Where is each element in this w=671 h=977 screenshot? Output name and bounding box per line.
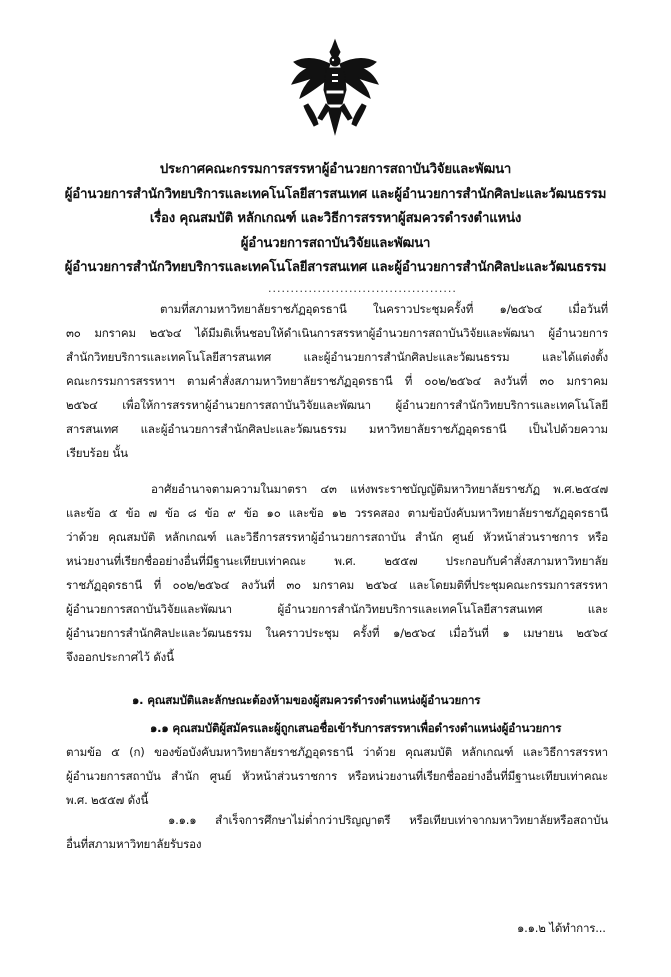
body-line-8: อาศัยอำนาจตามความในมาตรา ๔๓ แห่งพระราชบัญญัติมหาวิทยาลัยราชภัฏ พ.ศ.๒๕๔๗ xyxy=(151,482,608,496)
garuda-emblem-icon xyxy=(288,38,382,140)
section-1-1-line-1: ตามข้อ ๕ (ก) ของข้อบังคับมหาวิทยาลัยราชภัฏอุดรธานี ว่าด้วย คุณสมบัติ หลักเกณฑ์ และวิธีการสรรหา xyxy=(66,745,608,759)
continuation-text: ๑.๑.๒ ได้ทำการ... xyxy=(517,921,606,935)
title-line-1: ประกาศคณะกรรมการสรรหาผู้อำนวยการสถาบันวิจัยและพัฒนา xyxy=(159,162,512,177)
title-line-2: ผู้อำนวยการสำนักวิทยบริการและเทคโนโลยีสารสนเทศ และผู้อำนวยการสำนักศิลปะและวัฒนธรรม xyxy=(64,186,607,202)
section-1-heading: ๑. คุณสมบัติและลักษณะต้องห้ามของผู้สมควรดำรงตำแหน่งผู้อำนวยการ xyxy=(132,693,481,707)
item-1-1-1-line-2: อื่นที่สภามหาวิทยาลัยรับรอง xyxy=(66,837,202,851)
announcement-title xyxy=(20,158,651,281)
separator-dots: .......................................... xyxy=(268,282,457,295)
body-line-7: เรียบร้อย นั้น xyxy=(66,446,128,460)
title-line-4: ผู้อำนวยการสถาบันวิจัยและพัฒนา xyxy=(240,235,431,251)
body-line-2: ๓๐ มกราคม ๒๕๖๔ ได้มีมติเห็นชอบให้ดำเนินการสรรหาผู้อำนวยการสถาบันวิจัยและพัฒนา ผู้อำนวยการ xyxy=(66,326,608,340)
item-1-1-1-line-1: ๑.๑.๑ สำเร็จการศึกษาไม่ต่ำกว่าปริญญาตรี หรือเทียบเท่าจากมหาวิทยาลัยหรือสถาบัน xyxy=(168,813,608,827)
section-1-1-line-2: ผู้อำนวยการสถาบัน สำนัก ศูนย์ หัวหน้าส่วนราชการ หรือหน่วยงานที่เรียกชื่ออย่างอื่นที่มีฐานะเทียบเท่าคณะ xyxy=(66,769,608,783)
body-line-4: คณะกรรมการสรรหาฯ ตามคำสั่งสภามหาวิทยาลัยราชภัฏอุดรธานี ที่ ๐๐๒/๒๕๖๔ ลงวันที่ ๓๐ มกราคม xyxy=(66,374,608,388)
body-line-3: สำนักวิทยบริการและเทคโนโลยีสารสนเทศ และผู้อำนวยการสำนักศิลปะและวัฒนธรรม และได้แต่งตั้ง xyxy=(66,350,608,364)
body-line-9: และข้อ ๕ ข้อ ๗ ข้อ ๘ ข้อ ๙ ข้อ ๑๐ และข้อ ๑๒ วรรคสอง ตามข้อบังคับมหาวิทยาลัยราชภัฏอุดรธานี xyxy=(66,506,608,520)
title-line-5: ผู้อำนวยการสำนักวิทยบริการและเทคโนโลยีสารสนเทศ และผู้อำนวยการสำนักศิลปะและวัฒนธรรม xyxy=(64,260,607,276)
body-line-5: ๒๕๖๔ เพื่อให้การสรรหาผู้อำนวยการสถาบันวิจัยและพัฒนา ผู้อำนวยการสำนักวิทยบริการและเทคโนโลยี xyxy=(66,398,608,412)
body-line-14: ผู้อำนวยการสำนักศิลปะและวัฒนธรรม ในคราวประชุม ครั้งที่ ๑/๒๕๖๔ เมื่อวันที่ ๑ เมษายน ๒๕๖๔ xyxy=(66,626,608,640)
body-line-6: สารสนเทศ และผู้อำนวยการสำนักศิลปะและวัฒนธรรม มหาวิทยาลัยราชภัฏอุดรธานี เป็นไปด้วยความ xyxy=(66,422,608,436)
body-line-12: ราชภัฏอุดรธานี ที่ ๐๐๒/๒๕๖๔ ลงวันที่ ๓๐ มกราคม ๒๕๖๔ และโดยมติที่ประชุมคณะกรรมการสรรหา xyxy=(66,578,608,592)
body-line-10: ว่าด้วย คุณสมบัติ หลักเกณฑ์ และวิธีการสรรหาผู้อำนวยการสถาบัน สำนัก ศูนย์ หัวหน้าส่วนราชการ หรือ xyxy=(66,530,608,544)
body-line-13: ผู้อำนวยการสถาบันวิจัยและพัฒนา ผู้อำนวยการสำนักวิทยบริการและเทคโนโลยีสารสนเทศ และ xyxy=(66,602,608,616)
section-1-1-heading: ๑.๑ คุณสมบัติผู้สมัครและผู้ถูกเสนอชื่อเข้ารับการสรรหาเพื่อดำรงตำแหน่งผู้อำนวยการ xyxy=(150,721,562,735)
body-line-11: หน่วยงานที่เรียกชื่ออย่างอื่นที่มีฐานะเทียบเท่าคณะ พ.ศ. ๒๕๕๗ ประกอบกับคำสั่งสภามหาวิทยาลัย xyxy=(66,554,608,568)
body-line-15: จึงออกประกาศไว้ ดังนี้ xyxy=(66,650,174,664)
body-line-1: ตามที่สภามหาวิทยาลัยราชภัฏอุดรธานี ในคราวประชุมครั้งที่ ๑/๒๕๖๔ เมื่อวันที่ xyxy=(160,302,608,316)
title-line-3: เรื่อง คุณสมบัติ หลักเกณฑ์ และวิธีการสรรหาผู้สมควรดำรงตำแหน่ง xyxy=(149,211,522,227)
section-1-1-line-3: พ.ศ. ๒๕๕๗ ดังนี้ xyxy=(66,793,149,807)
